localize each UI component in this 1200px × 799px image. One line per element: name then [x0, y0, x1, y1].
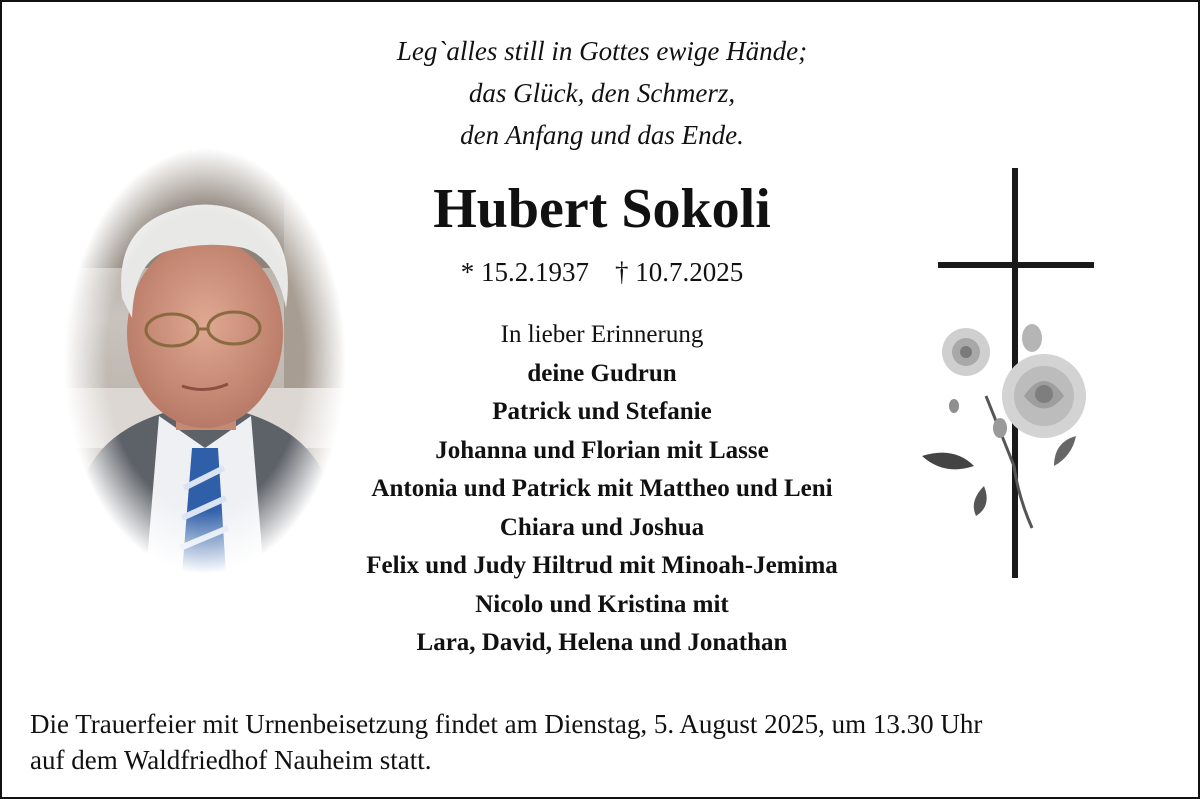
mourner-line: Patrick und Stefanie [492, 398, 712, 425]
cross-horizontal-bar [938, 262, 1094, 268]
cross-icon [914, 166, 1104, 582]
life-dates [302, 254, 902, 290]
death-date: † 10.7.2025 [615, 257, 744, 287]
mourner-line: Lara, David, Helena und Jonathan [416, 629, 788, 656]
portrait-photo [64, 148, 346, 574]
verse-line: den Anfang und das Ende. [460, 120, 744, 150]
verse-line: Leg`alles still in Gottes ewige Hände; [396, 36, 808, 66]
verse-line: das Glück, den Schmerz, [468, 78, 736, 108]
birth-date: * 15.2.1937 [460, 257, 589, 287]
ceremony-info [30, 706, 1180, 778]
ceremony-line: Die Trauerfeier mit Urnenbeisetzung findet am Dienstag, 5. August 2025, um 13.30 Uhr [30, 709, 983, 739]
deceased-name: Hubert Sokoli [433, 178, 771, 240]
mourners-list [282, 316, 922, 663]
mourner-line: Johanna und Florian mit Lasse [435, 436, 769, 464]
mourner-line: Felix und Judy Hiltrud mit Minoah-Jemima [366, 552, 838, 579]
rose-bouquet-icon [922, 324, 1086, 528]
mourner-line: deine Gudrun [527, 359, 677, 387]
mourner-line: Antonia und Patrick mit Mattheo und Leni [371, 475, 833, 502]
mourner-line: Nicolo und Kristina mit [475, 590, 729, 618]
ceremony-line: auf dem Waldfriedhof Nauheim statt. [30, 745, 432, 775]
verse [302, 30, 902, 156]
mourner-line: Chiara und Joshua [499, 513, 705, 541]
remembrance-intro: In lieber Erinnerung [500, 321, 704, 348]
